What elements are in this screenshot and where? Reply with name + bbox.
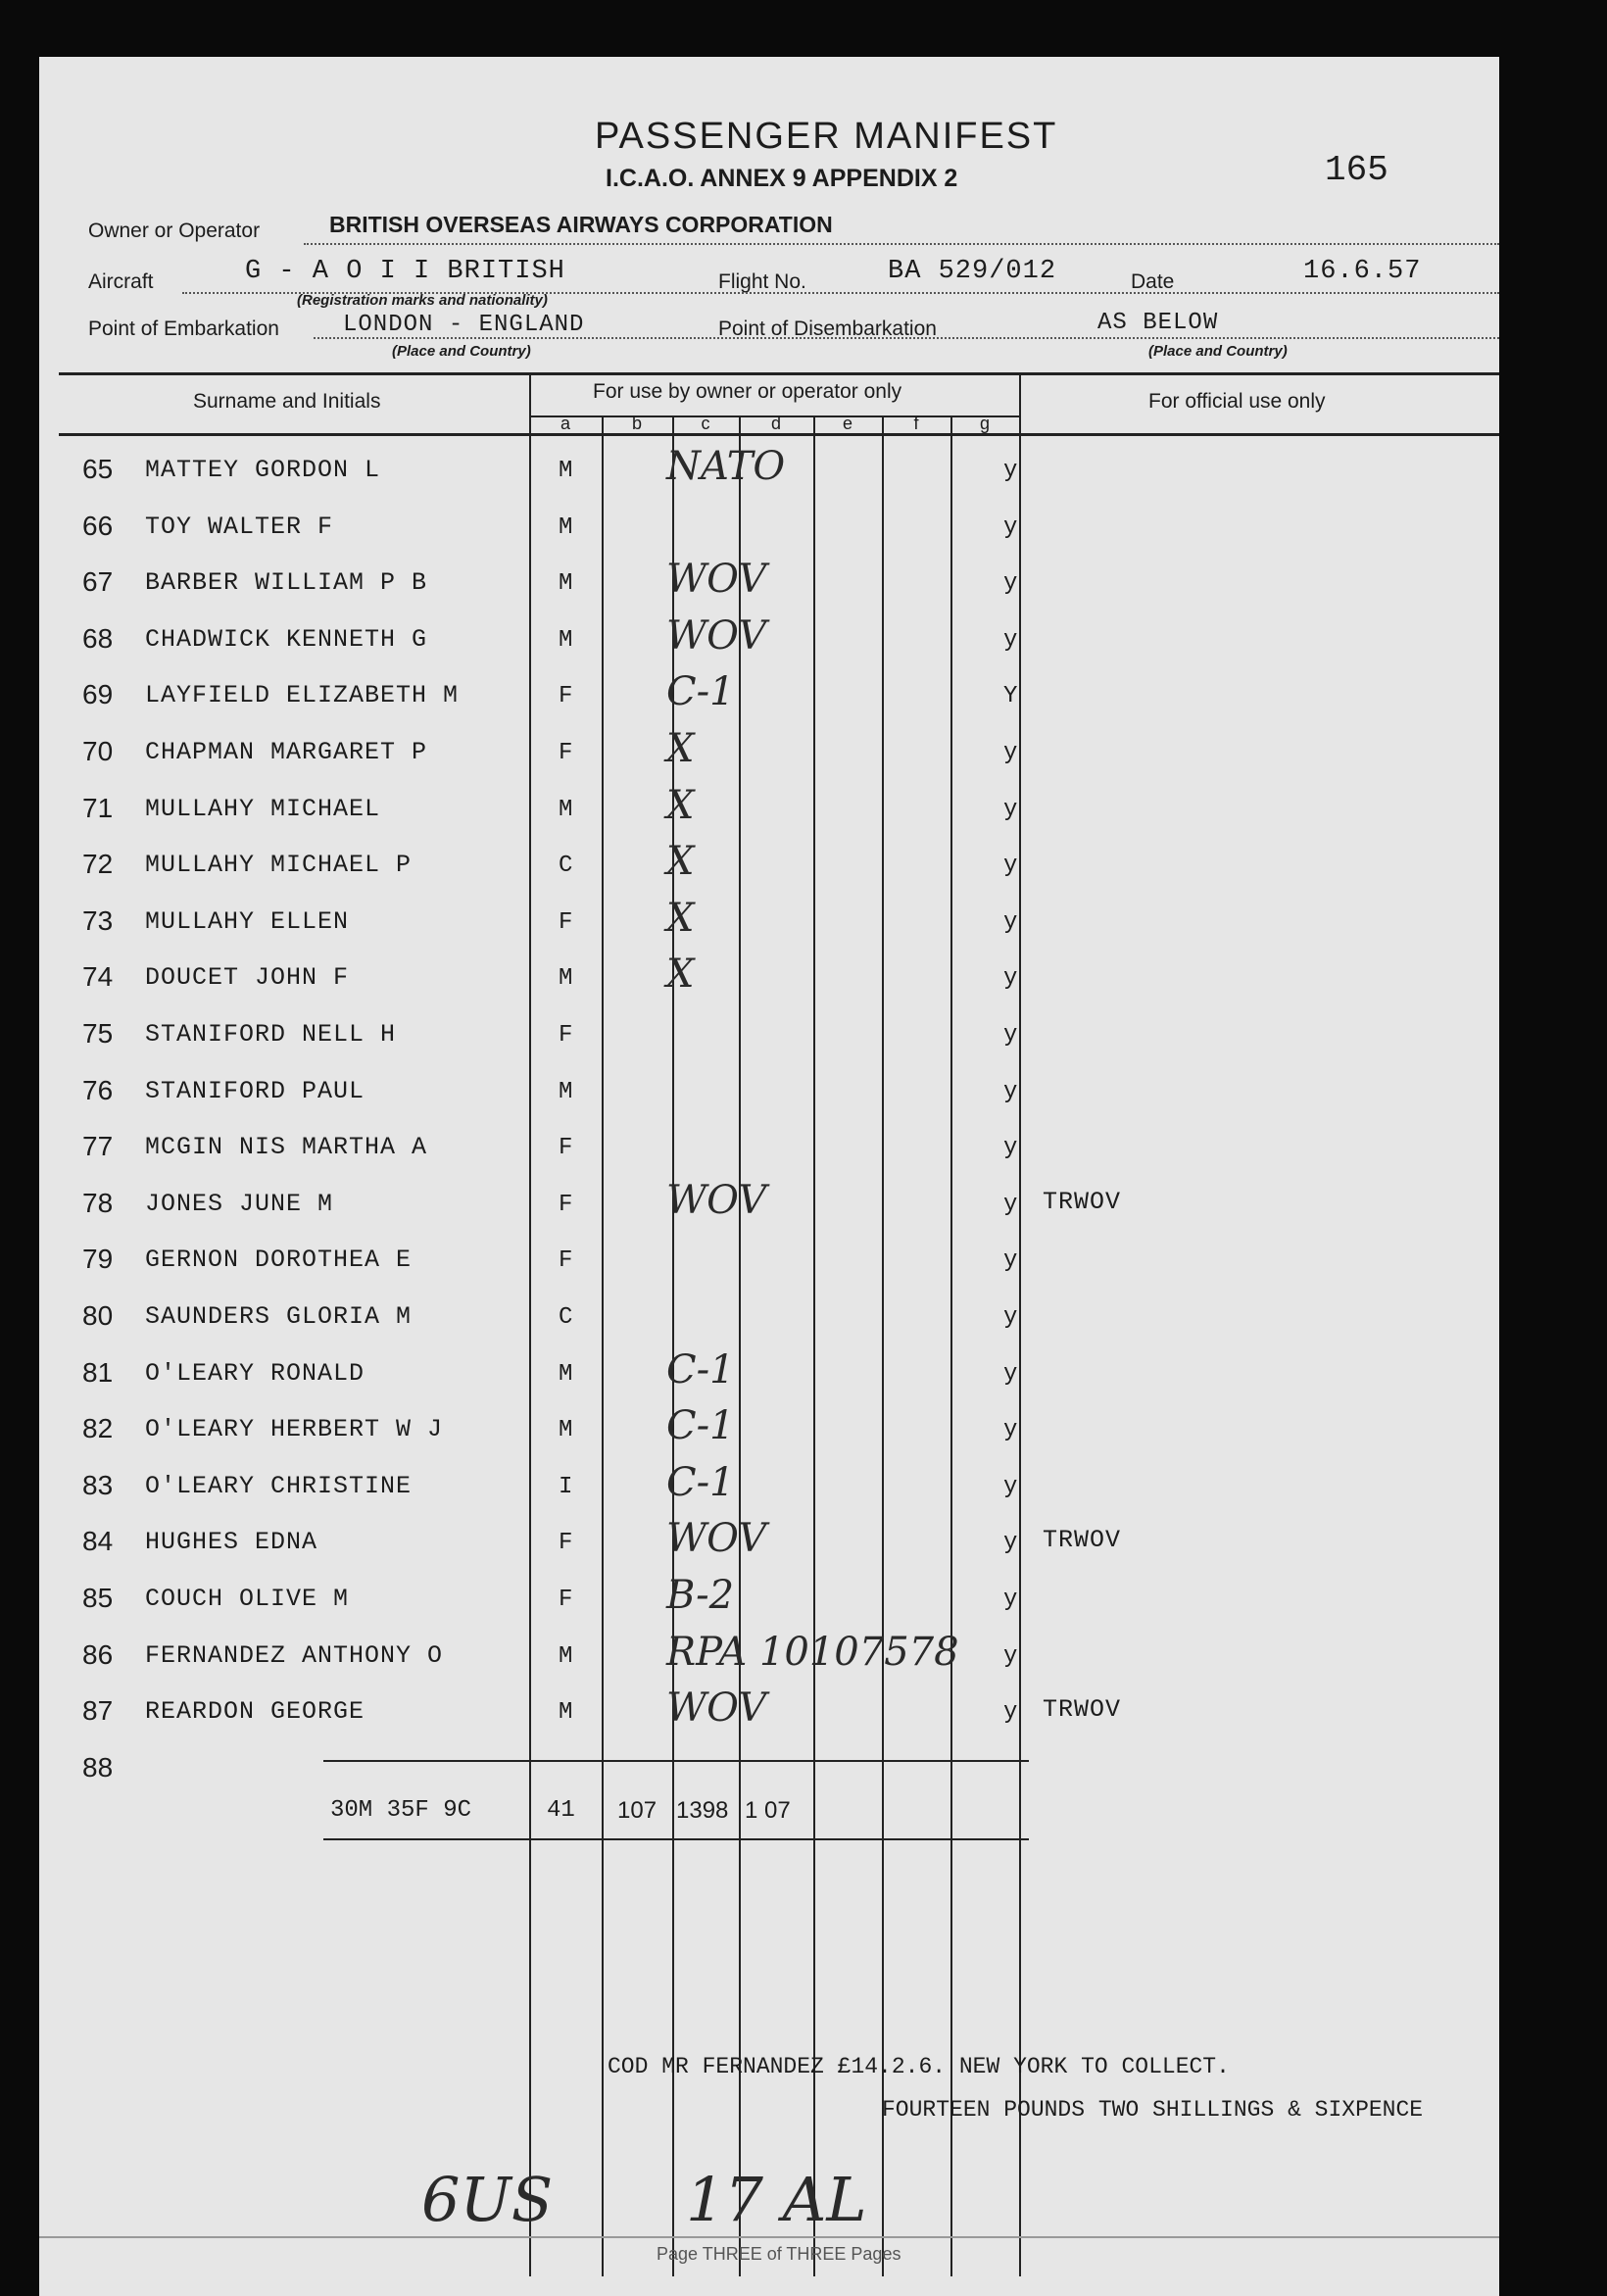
passenger-name: GERNON DOROTHEA E xyxy=(145,1246,413,1274)
passenger-sex: F xyxy=(559,1530,573,1556)
operator-mark: X xyxy=(666,726,695,771)
official-check: y xyxy=(1003,570,1018,597)
row-number: 68 xyxy=(82,623,114,654)
rule-f-left xyxy=(882,415,884,2276)
official-check: y xyxy=(1003,1643,1018,1670)
subcol-header-g: g xyxy=(979,414,990,433)
cod-note-line1: COD MR FERNANDEZ £14.2.6. NEW YORK TO COLLECT. xyxy=(608,2054,1230,2079)
official-check: y xyxy=(1003,1699,1018,1726)
col-operator-header: For use by owner or operator only xyxy=(593,380,902,403)
passenger-name: FERNANDEZ ANTHONY O xyxy=(145,1641,444,1670)
operator-mark: X xyxy=(666,839,695,884)
passenger-name: O'LEARY RONALD xyxy=(145,1359,365,1388)
operator-mark: X xyxy=(666,896,695,941)
passenger-name: HUGHES EDNA xyxy=(145,1528,318,1556)
row-number: 69 xyxy=(82,679,114,709)
passenger-sex: F xyxy=(559,1247,573,1274)
passenger-sex: F xyxy=(559,683,573,709)
manifest-sheet xyxy=(39,57,1499,2296)
document-title: PASSENGER MANIFEST xyxy=(595,116,1058,157)
passenger-sex: M xyxy=(559,514,573,541)
date-value: 16.6.57 xyxy=(1303,257,1422,286)
passenger-name: BARBER WILLIAM P B xyxy=(145,568,428,597)
passenger-sex: F xyxy=(559,740,573,766)
row-number: 84 xyxy=(82,1526,114,1556)
operator-mark: C-1 xyxy=(666,669,735,714)
flight-label: Flight No. xyxy=(718,270,806,293)
passenger-name: O'LEARY CHRISTINE xyxy=(145,1472,413,1500)
subcol-header-b: b xyxy=(631,414,642,433)
official-note: TRWOV xyxy=(1043,1188,1122,1216)
cod-note-line2: FOURTEEN POUNDS TWO SHILLINGS & SIXPENCE xyxy=(882,2097,1424,2123)
subcol-header-d: d xyxy=(770,414,781,433)
passenger-name: MULLAHY MICHAEL P xyxy=(145,851,413,879)
handwritten-17al: 17 AL xyxy=(686,2164,867,2235)
row-number: 73 xyxy=(82,905,114,936)
row-number: 83 xyxy=(82,1470,114,1500)
passenger-sex: M xyxy=(559,1079,573,1105)
rule-b-left xyxy=(602,415,604,2276)
passenger-sex: M xyxy=(559,627,573,654)
row-number: 74 xyxy=(82,961,114,992)
passenger-sex: F xyxy=(559,1022,573,1049)
embark-value: LONDON - ENGLAND xyxy=(343,312,585,338)
official-check: y xyxy=(1003,1304,1018,1331)
official-check: y xyxy=(1003,1192,1018,1218)
official-check: y xyxy=(1003,1530,1018,1556)
operator-mark: C-1 xyxy=(666,1460,735,1505)
passenger-name: MATTEY GORDON L xyxy=(145,456,381,484)
owner-dotted-line xyxy=(304,243,1499,245)
passenger-name: COUCH OLIVE M xyxy=(145,1585,350,1613)
row-number: 71 xyxy=(82,793,114,823)
row-number: 88 xyxy=(82,1752,114,1783)
passenger-name: DOUCET JOHN F xyxy=(145,963,350,992)
passenger-name: STANIFORD NELL H xyxy=(145,1020,397,1049)
row-number: 75 xyxy=(82,1018,114,1049)
totals-b: 107 xyxy=(617,1797,657,1824)
passenger-sex: M xyxy=(559,1699,573,1726)
official-check: y xyxy=(1003,965,1018,992)
row-number: 70 xyxy=(82,736,114,766)
passenger-sex: F xyxy=(559,1135,573,1161)
official-check: Y xyxy=(1003,683,1018,709)
passenger-name: JONES JUNE M xyxy=(145,1190,334,1218)
row-number: 77 xyxy=(82,1131,114,1161)
official-check: y xyxy=(1003,1079,1018,1105)
passenger-name: CHAPMAN MARGARET P xyxy=(145,738,428,766)
operator-mark: NATO xyxy=(666,444,786,489)
footer-rule xyxy=(39,2236,1499,2238)
official-check: y xyxy=(1003,1247,1018,1274)
passenger-sex: F xyxy=(559,909,573,936)
totals-summary: 30M 35F 9C xyxy=(330,1797,472,1824)
row-number: 82 xyxy=(82,1413,114,1443)
official-check: y xyxy=(1003,1135,1018,1161)
passenger-name: MULLAHY MICHAEL xyxy=(145,795,381,823)
disembark-value: AS BELOW xyxy=(1097,310,1219,336)
row-number: 80 xyxy=(82,1300,114,1331)
registration-note: (Registration marks and nationality) xyxy=(297,292,548,309)
passenger-name: CHADWICK KENNETH G xyxy=(145,625,428,654)
passenger-sex: I xyxy=(559,1474,573,1500)
rule-official-left xyxy=(1019,372,1021,2276)
operator-mark: WOV xyxy=(666,1178,767,1223)
owner-label: Owner or Operator xyxy=(88,220,261,242)
disembark-label: Point of Disembarkation xyxy=(718,318,937,340)
official-check: y xyxy=(1003,1417,1018,1443)
totals-bottom-rule xyxy=(323,1838,1029,1840)
official-check: y xyxy=(1003,514,1018,541)
official-note: TRWOV xyxy=(1043,1526,1122,1554)
operator-mark: WOV xyxy=(666,1516,767,1561)
handwritten-6us: 6US xyxy=(421,2164,554,2235)
passenger-sex: M xyxy=(559,1643,573,1670)
totals-d: 1 07 xyxy=(745,1797,791,1824)
row-number: 81 xyxy=(82,1357,114,1388)
embark-dotted-line xyxy=(314,337,1499,339)
operator-mark: X xyxy=(666,952,695,997)
date-label: Date xyxy=(1131,270,1175,293)
totals-c: 1398 xyxy=(676,1797,729,1824)
row-number: 66 xyxy=(82,511,114,541)
row-number: 87 xyxy=(82,1695,114,1726)
official-check: y xyxy=(1003,1022,1018,1049)
operator-mark: B-2 xyxy=(666,1573,735,1618)
aircraft-dotted-line xyxy=(182,292,1499,294)
passenger-name: TOY WALTER F xyxy=(145,513,334,541)
passenger-sex: F xyxy=(559,1587,573,1613)
passenger-sex: F xyxy=(559,1192,573,1218)
rule-d-left xyxy=(739,415,741,2276)
row-number: 67 xyxy=(82,566,114,597)
embark-label: Point of Embarkation xyxy=(88,318,279,340)
subcol-header-f: f xyxy=(913,414,919,433)
embark-note: (Place and Country) xyxy=(392,343,531,360)
aircraft-value: G - A O I I BRITISH xyxy=(245,257,565,286)
operator-mark: RPA 10107578 xyxy=(666,1630,959,1675)
operator-mark: WOV xyxy=(666,613,767,659)
disembark-note: (Place and Country) xyxy=(1148,343,1288,360)
col-surname-header: Surname and Initials xyxy=(193,390,381,413)
passenger-sex: C xyxy=(559,853,573,879)
operator-mark: X xyxy=(666,783,695,828)
totals-a: 41 xyxy=(547,1797,575,1824)
table-top-rule xyxy=(59,372,1499,375)
official-check: y xyxy=(1003,1474,1018,1500)
passenger-sex: M xyxy=(559,570,573,597)
passenger-name: SAUNDERS GLORIA M xyxy=(145,1302,413,1331)
official-check: y xyxy=(1003,1361,1018,1388)
row-number: 85 xyxy=(82,1583,114,1613)
subcol-header-a: a xyxy=(560,414,570,433)
passenger-sex: C xyxy=(559,1304,573,1331)
passenger-name: STANIFORD PAUL xyxy=(145,1077,365,1105)
row-number: 86 xyxy=(82,1639,114,1670)
totals-top-rule xyxy=(323,1760,1029,1762)
owner-value: BRITISH OVERSEAS AIRWAYS CORPORATION xyxy=(329,212,833,237)
flight-value: BA 529/012 xyxy=(888,257,1057,286)
official-check: y xyxy=(1003,458,1018,484)
row-number: 79 xyxy=(82,1244,114,1274)
passenger-name: LAYFIELD ELIZABETH M xyxy=(145,681,460,709)
passenger-sex: M xyxy=(559,965,573,992)
official-check: y xyxy=(1003,797,1018,823)
col-official-header: For official use only xyxy=(1148,390,1326,413)
rule-a-left xyxy=(529,372,531,2276)
row-number: 65 xyxy=(82,454,114,484)
operator-mark: WOV xyxy=(666,1685,767,1731)
passenger-sex: M xyxy=(559,1361,573,1388)
page-number: 165 xyxy=(1325,150,1388,190)
official-check: y xyxy=(1003,909,1018,936)
row-number: 72 xyxy=(82,849,114,879)
official-check: y xyxy=(1003,1587,1018,1613)
passenger-name: MCGIN NIS MARTHA A xyxy=(145,1133,428,1161)
footer-page-text: Page THREE of THREE Pages xyxy=(657,2244,901,2264)
operator-mark: WOV xyxy=(666,557,767,602)
row-number: 76 xyxy=(82,1075,114,1105)
rule-g-left xyxy=(950,415,952,2276)
aircraft-label: Aircraft xyxy=(88,270,154,293)
rule-e-left xyxy=(813,415,815,2276)
subcol-header-c: c xyxy=(701,414,710,433)
row-number: 78 xyxy=(82,1188,114,1218)
operator-mark: C-1 xyxy=(666,1347,735,1392)
passenger-name: MULLAHY ELLEN xyxy=(145,907,350,936)
passenger-sex: M xyxy=(559,797,573,823)
passenger-sex: M xyxy=(559,458,573,484)
official-check: y xyxy=(1003,740,1018,766)
document-subtitle: I.C.A.O. ANNEX 9 APPENDIX 2 xyxy=(606,165,958,192)
operator-mark: C-1 xyxy=(666,1403,735,1448)
official-note: TRWOV xyxy=(1043,1695,1122,1724)
passenger-name: REARDON GEORGE xyxy=(145,1697,365,1726)
official-check: y xyxy=(1003,627,1018,654)
official-check: y xyxy=(1003,853,1018,879)
passenger-sex: M xyxy=(559,1417,573,1443)
subcol-header-e: e xyxy=(842,414,852,433)
passenger-name: O'LEARY HERBERT W J xyxy=(145,1415,444,1443)
